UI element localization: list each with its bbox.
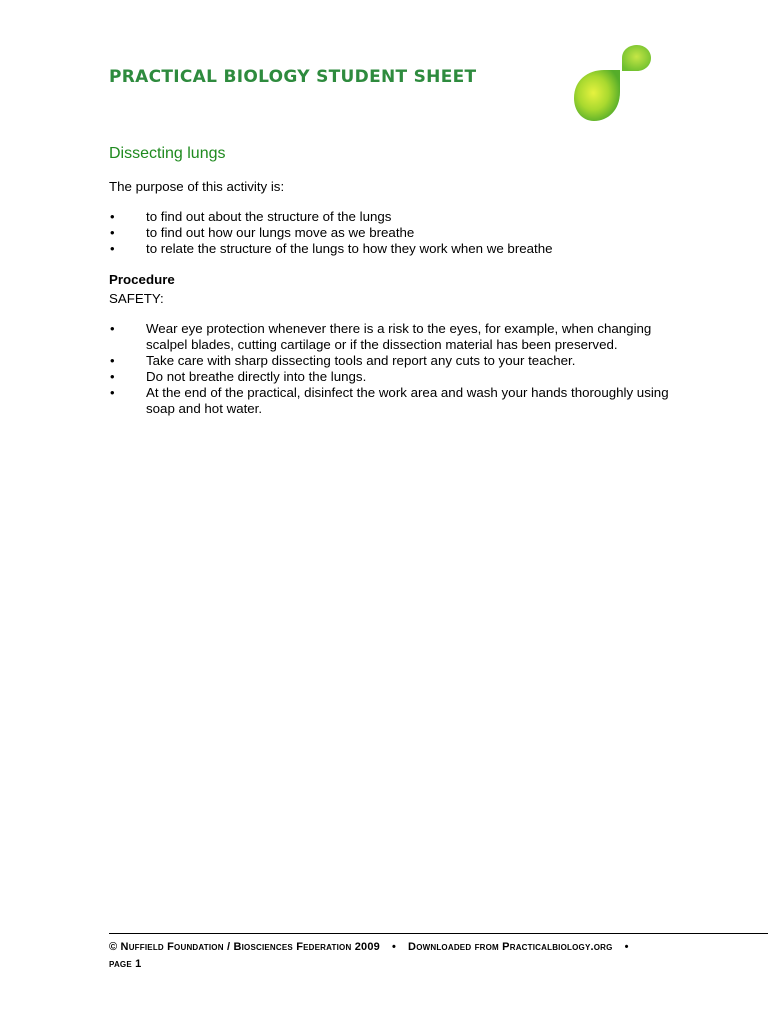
bullet-icon: • [110, 385, 115, 400]
footer-page-number: page 1 [109, 958, 142, 970]
list-item [109, 353, 669, 369]
list-item [109, 321, 669, 353]
list-item [109, 369, 669, 385]
footer-separator: • [624, 941, 629, 953]
page-footer [109, 939, 768, 973]
purpose-item-text: to find out about the structure of the lungs [146, 209, 392, 224]
procedure-heading: Procedure [109, 272, 175, 287]
sheet-header-title: PRACTICAL BIOLOGY STUDENT SHEET [109, 67, 477, 87]
safety-label: SAFETY: [109, 291, 164, 306]
document-title: Dissecting lungs [109, 145, 226, 162]
list-item [109, 385, 669, 417]
footer-divider [109, 933, 768, 934]
purpose-item-text: to relate the structure of the lungs to how they work when we breathe [146, 241, 553, 256]
footer-download-link[interactable]: Downloaded from Practicalbiology.org [408, 941, 613, 953]
bullet-icon: • [110, 209, 115, 224]
bullet-icon: • [110, 241, 115, 256]
safety-list [109, 321, 669, 417]
bullet-icon: • [110, 225, 115, 240]
safety-item-text: Wear eye protection whenever there is a risk to the eyes, for example, when changing scalpel blades, cutting cartilage or if the dissection material has been preserved. [146, 321, 652, 352]
footer-line [109, 939, 768, 956]
footer-copyright: © Nuffield Foundation / Biosciences Federation 2009 [109, 941, 380, 953]
safety-item-text: Do not breathe directly into the lungs. [146, 369, 367, 384]
list-item [109, 225, 669, 241]
green-droplet-logo-icon [566, 40, 658, 126]
footer-separator: • [391, 941, 397, 953]
safety-item-text: Take care with sharp dissecting tools and report any cuts to your teacher. [146, 353, 576, 368]
list-item [109, 209, 669, 225]
safety-item-text: At the end of the practical, disinfect the work area and wash your hands thoroughly using soap and hot water. [146, 385, 669, 416]
list-item [109, 241, 669, 257]
bullet-icon: • [110, 369, 115, 384]
bullet-icon: • [110, 353, 115, 368]
purpose-item-text: to find out how our lungs move as we breathe [146, 225, 415, 240]
bullet-icon: • [110, 321, 115, 336]
purpose-intro-text: The purpose of this activity is: [109, 179, 285, 194]
purpose-list [109, 209, 669, 257]
